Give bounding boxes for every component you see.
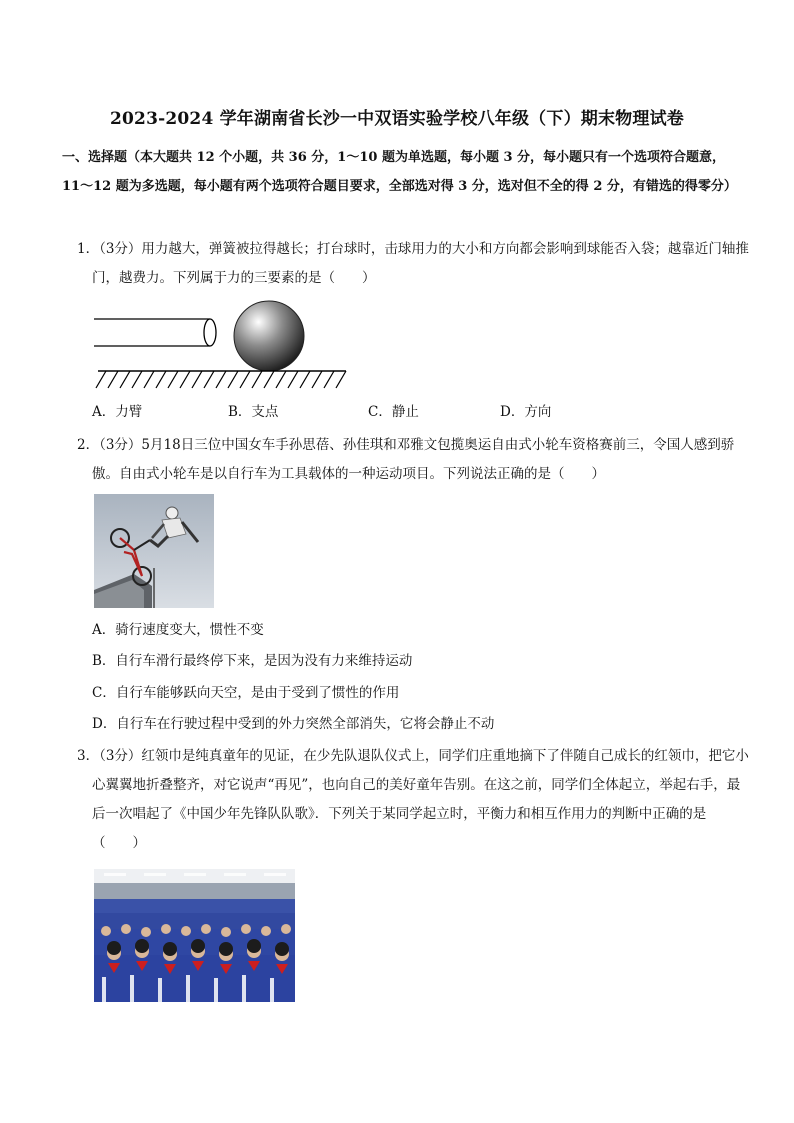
bmx-rider-photo: [94, 494, 214, 608]
question-2-photo: [94, 494, 214, 608]
question-2-option-a: A．骑行速度变大，惯性不变: [92, 622, 264, 638]
question-2-stem: 2．（3分）5月18日三位中国女车手孙思蓓、孙佳琪和邓雅文包揽奥运自由式小轮车资格赛前三，令国人感到骄傲。自由式小轮车是以自行车为工具载体的一种运动项目。下列说法正确的是（ ）: [77, 437, 735, 482]
question-3-stem: 3．（3分）红领巾是纯真童年的见证，在少先队退队仪式上，同学们庄重地摘下了伴随自己成长的红领巾，把它小心翼翼地折叠整齐，对它说声“再见”，也向自己的美好童年告别。在这之前，同学们全体起立，举起右手，最后一次唱起了《中国少年先锋队队歌》．下列关于某同学起立时，平衡力和相互作用力的判断中正确的是（ ）: [77, 748, 749, 851]
question-2-option-c: C．自行车能够跃向天空，是由于受到了惯性的作用: [92, 685, 400, 701]
students-ceremony-photo: [94, 869, 295, 1002]
question-1-option-d: D．方向: [500, 404, 552, 420]
question-1-option-b: B．支点: [228, 404, 279, 420]
question-3-photo: [94, 869, 295, 1002]
question-2-option-b: B．自行车滑行最终停下来，是因为没有力来维持运动: [92, 653, 413, 669]
question-1-option-c: C．静止: [368, 404, 419, 420]
pool-cue-ball-diagram: [92, 298, 350, 392]
section-heading: 一、选择题（本大题共 12 个小题，共 36 分，1～10 题为单选题，每小题 3 分，每小题只有一个选项符合题意，11～12 题为多选题，每小题有两个选项符合题目要求，全部选对得 3 分，选对但不全的得 2 分，有错选的得零分）: [62, 150, 737, 194]
exam-title: 2023-2024 学年湖南省长沙一中双语实验学校八年级（下）期末物理试卷: [109, 109, 684, 129]
question-1-option-a: A．力臂: [92, 404, 143, 420]
billiard-ball: [234, 301, 304, 371]
question-1-figure: [92, 298, 350, 392]
question-2-option-d: D．自行车在行驶过程中受到的外力突然全部消失，它将会静止不动: [92, 716, 495, 732]
question-1-stem: 1．（3分）用力越大，弹簧被拉得越长；打台球时，击球用力的大小和方向都会影响到球能否入袋；越靠近门轴推门，越费力。下列属于力的三要素的是（ ）: [77, 241, 749, 286]
